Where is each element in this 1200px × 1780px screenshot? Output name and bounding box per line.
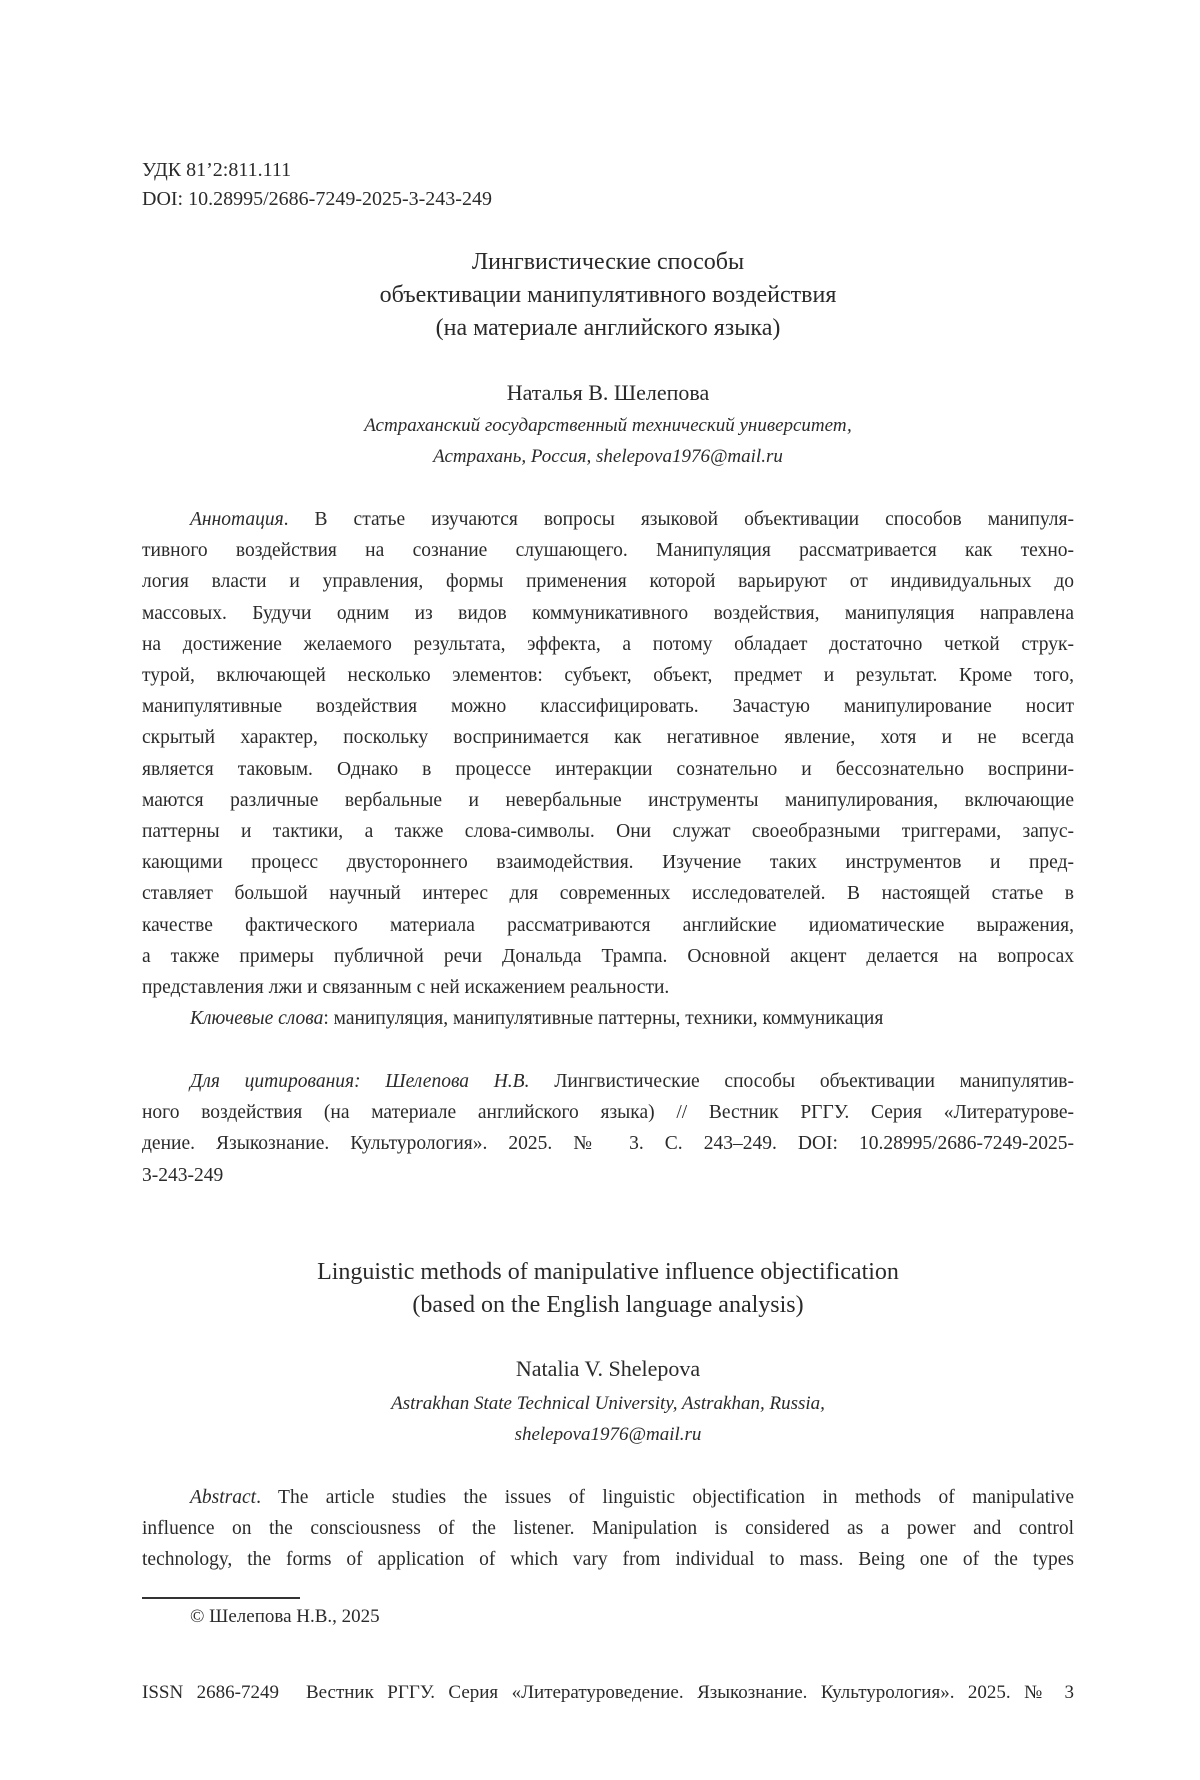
ru-title-line: Лингвистические способы: [471, 249, 745, 275]
text-line: паттерны и тактики, а также слова-символы. Они служат своеобразными триггерами, запус-: [142, 821, 1074, 843]
copyright-note: © Шелепова Н.В., 2025: [190, 1606, 380, 1627]
abstract-text: . The article studies the issues of linguistic objectification in methods of manipulative: [256, 1487, 1074, 1508]
text-line: ставляет большой научный интерес для современных исследователей. В настоящей статье в: [142, 883, 1074, 905]
text-line: а также примеры публичной речи Дональда Трампа. Основной акцент делается на вопросах: [142, 945, 1074, 967]
ru-author: Наталья В. Шелепова: [506, 380, 710, 405]
abstract-line: [142, 1482, 1074, 1513]
en-author: Natalia V. Shelepova: [515, 1356, 701, 1381]
abstract-label: Аннотация: [190, 509, 284, 530]
article-identifiers: [142, 156, 1074, 214]
text-line: маются различные вербальные и невербальные инструменты манипулирования, включающие: [142, 789, 1074, 811]
keywords-label: Ключевые слова: [190, 1008, 324, 1030]
citation-label: Для цитирования: [190, 1071, 355, 1092]
citation-author: : Шелепова Н.В.: [354, 1071, 530, 1092]
udk-code: УДК 81’2:811.111: [142, 159, 292, 181]
keywords: [142, 1003, 1074, 1034]
ru-affiliation-line: Астрахань, Россия, shelepova1976@mail.ru: [433, 446, 783, 467]
ru-abstract: [142, 504, 1074, 1034]
text-line: 3-243-249: [142, 1164, 224, 1186]
en-affiliation: [142, 1388, 1074, 1450]
doi: DOI: 10.28995/2686-7249-2025-3-243-249: [142, 188, 492, 210]
text-line: на достижение желаемого результата, эффекта, а потому обладает достаточно четкой струк-: [142, 633, 1074, 655]
ru-affiliation: [142, 410, 1074, 472]
en-affiliation-line: Astrakhan State Technical University, Astrakhan, Russia,: [391, 1393, 825, 1414]
abstract-label: Abstract: [190, 1487, 257, 1508]
text-line: качестве фактического материала рассматриваются английские идиоматические выражения,: [142, 914, 1074, 936]
ru-title-line: (на материале английского языка): [435, 315, 781, 341]
ru-title: [142, 246, 1074, 345]
text-line: influence on the consciousness of the listener. Manipulation is considered as a power and control: [142, 1518, 1074, 1540]
text-line: дение. Языкознание. Культурология». 2025. № 3. С. 243–249. DOI: 10.28995/2686-7249-2025-: [142, 1133, 1074, 1155]
text-line: является таковым. Однако в процессе интеракции сознательно и бессознательно восприни-: [142, 758, 1074, 780]
ru-affiliation-line: Астраханский государственный технический университет,: [364, 415, 852, 436]
citation: [142, 1066, 1074, 1191]
text-line: тивного воздействия на сознание слушающего. Манипуляция рассматривается как техно-: [142, 540, 1074, 562]
text-line: кающими процесс двустороннего взаимодействия. Изучение таких инструментов и пред-: [142, 852, 1074, 874]
en-title-line: (based on the English language analysis): [412, 1292, 804, 1318]
abstract-text: . В статье изучаются вопросы языковой объективации способов манипуля-: [283, 509, 1074, 530]
footnote-divider: [142, 1597, 300, 1599]
keywords-text: : манипуляция, манипулятивные паттерны, техники, коммуникация: [323, 1008, 884, 1030]
en-affiliation-line: shelepova1976@mail.ru: [514, 1424, 702, 1445]
journal-footer: ISSN 2686-7249 Вестник РГГУ. Серия «Литературоведение. Языкознание. Культурология». 2025. № 3: [142, 1682, 1074, 1703]
ru-title-line: объективации манипулятивного воздействия: [379, 282, 837, 308]
abstract-line: [142, 504, 1074, 535]
en-title-line: Linguistic methods of manipulative influence objectification: [317, 1259, 899, 1285]
text-line: technology, the forms of application of which vary from individual to mass. Being one of the types: [142, 1549, 1074, 1571]
text-line: ного воздействия (на материале английского языка) // Вестник РГГУ. Серия «Литературове-: [142, 1102, 1074, 1124]
text-line: манипулятивные воздействия можно классифицировать. Зачастую манипулирование носит: [142, 696, 1074, 718]
citation-line: [142, 1066, 1074, 1097]
en-abstract: [142, 1482, 1074, 1576]
text-line: представления лжи и связанным с ней искажением реальности.: [142, 977, 670, 999]
citation-text: Лингвистические способы объективации манипулятив-: [529, 1071, 1074, 1092]
text-line: логия власти и управления, формы применения которой варьируют от индивидуальных до: [142, 571, 1074, 593]
en-title: [142, 1256, 1074, 1322]
text-line: турой, включающей несколько элементов: субъект, объект, предмет и результат. Кроме того,: [142, 665, 1074, 687]
text-line: массовых. Будучи одним из видов коммуникативного воздействия, манипуляция направлена: [142, 602, 1074, 624]
text-line: скрытый характер, поскольку воспринимается как негативное явление, хотя и не всегда: [142, 727, 1074, 749]
